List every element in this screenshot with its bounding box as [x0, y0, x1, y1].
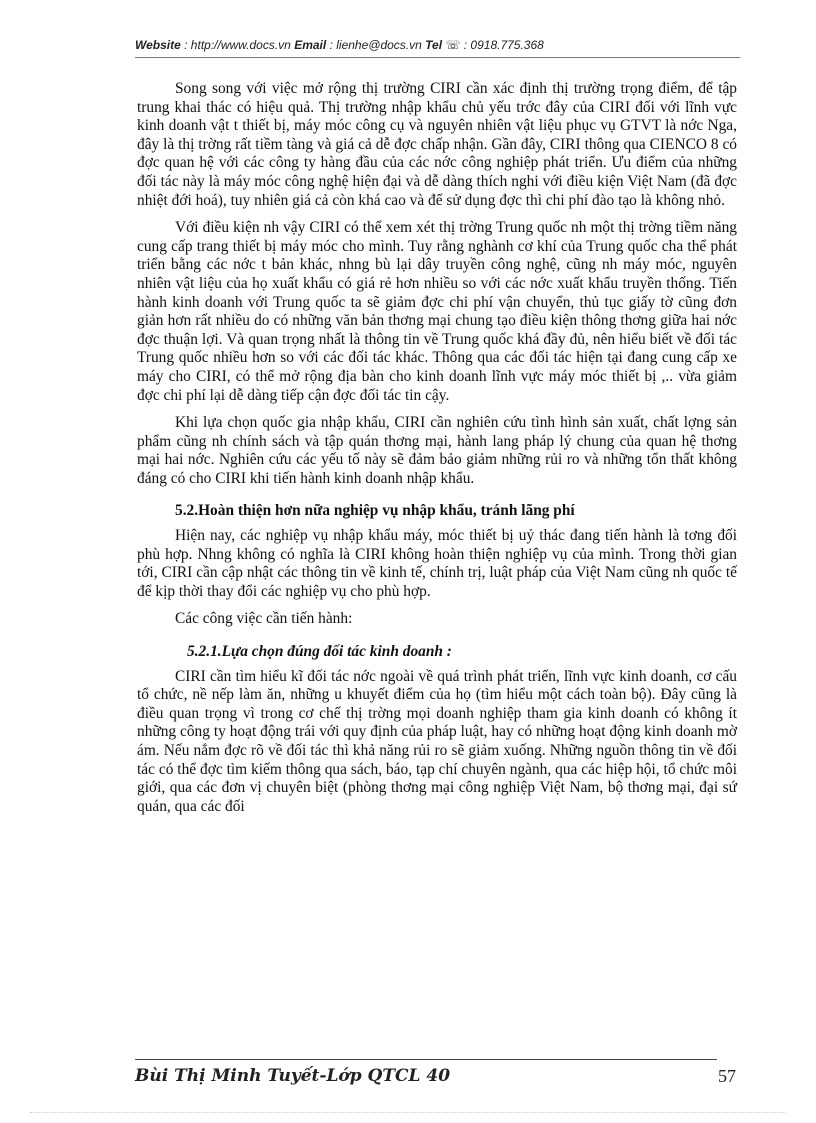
website-value[interactable]: : http://www.docs.vn: [184, 38, 291, 52]
email-value[interactable]: : lienhe@docs.vn: [329, 38, 422, 52]
footer-author: Bùi Thị Minh Tuyết-Lớp QTCL 40: [135, 1066, 451, 1086]
page-bottom-border: [30, 1112, 786, 1113]
paragraph: Khi lựa chọn quốc gia nhập khẩu, CIRI cần nghiên cứu tình hình sản xuất, chất lợng sản phẩm cũng nh chính sách và tập quán thơng mại, hành lang pháp lý chung của quan hệ thơng mại hai nớc. Nghiên cứu các yếu tố này sẽ đảm bảo giảm những rủi ro và những tổn thất không đáng có cho CIRI khi tiến hành kinh doanh nhập khẩu.: [137, 414, 737, 487]
header-divider: [135, 57, 740, 58]
section-heading: 5.2.Hoàn thiện hơn nữa nghiệp vụ nhập khẩu, tránh lãng phí: [175, 502, 575, 520]
page-header: [135, 38, 740, 52]
page-number: 57: [718, 1066, 736, 1086]
paragraph: Song song với việc mở rộng thị trường CIRI cần xác định thị trường trọng điểm, để tập trung khai thác có hiệu quả. Thị trường nhập khẩu chủ yếu trớc đây của CIRI đối với lĩnh vực kinh doanh vật t thiết bị, máy móc công cụ và nguyên nhiên vật liệu phục vụ GTVT là nớc Nga, đây là thị trờng rất tiềm tàng và giá cả dễ đợc chấp nhận. Gần đây, CIRI thông qua CIENCO 8 có đợc quan hệ với các công ty hàng đầu của các nớc công nghiệp phát triển. Ưu điểm của những đối tác này là máy móc công nghệ hiện đại và dễ dàng thích nghi với điều kiện Việt Nam (đã đợc nhiệt đới hoá), tuy nhiên giá cả còn khá cao và để sử dụng đợc thì chi phí đào tạo là không nhỏ.: [137, 80, 737, 209]
tel-label: Tel: [425, 38, 443, 52]
phone-icon: ☏: [445, 38, 461, 52]
subsection-heading: 5.2.1.Lựa chọn đúng đối tác kinh doanh :: [187, 643, 452, 661]
footer-divider: [135, 1059, 717, 1060]
tel-value: : 0918.775.368: [463, 38, 544, 52]
email-label: Email: [294, 38, 327, 52]
tasks-line: Các công việc cần tiến hành:: [175, 610, 353, 628]
paragraph: Với điều kiện nh vậy CIRI có thể xem xét thị trờng Trung quốc nh một thị trờng tiềm năng cung cấp trang thiết bị máy móc cho mình. Tuy rằng nghành cơ khí của Trung quốc cha thể phát triển bằng các nớc t bản khác, nhng bù lại dây truyền công nghệ, cũng nh máy móc, nguyên nhiên vật liệu của họ xuất khẩu có giá rẻ hơn nhiều so với các nớc xuất khẩu truyền thống. Tiến hành kinh doanh với Trung quốc ta sẽ giảm đợc chi phí vận chuyển, thủ tục giấy tờ cũng đơn giản hơn rất nhiều do có những văn bản thơng mại chung tạo điều kiện thông thơng giữa hai nớc đợc thuận lợi. Và quan trọng nhất là thông tin về Trung quốc khá đầy đủ, nên hiểu biết về đối tác Trung quốc nhiều hơn so với các đối tác khác. Thông qua các đối tác hiện tại đang cung cấp xe máy cho CIRI, có thể mở rộng địa bàn cho kinh doanh lĩnh vực máy móc thiết bị ,.. vừa giảm đợc chi phí lại dễ dàng tiếp cận đợc đối tác tin cậy.: [137, 219, 737, 404]
document-body: [137, 80, 737, 825]
website-label: Website: [135, 38, 181, 52]
paragraph: Hiện nay, các nghiệp vụ nhập khẩu máy, móc thiết bị uỷ thác đang tiến hành là tơng đối phù hợp. Nhng không có nghĩa là CIRI không hoàn thiện nghiệp vụ của mình. Trong thời gian tới, CIRI cần cập nhật các thông tin về kinh tế, chính trị, luật pháp của Việt Nam cũng nh quốc tế để kịp thời thay đổi các nghiệp vụ cho phù hợp.: [137, 527, 737, 600]
paragraph: CIRI cần tìm hiểu kĩ đối tác nớc ngoài về quá trình phát triển, lĩnh vực kinh doanh, cơ cấu tổ chức, nề nếp làm ăn, những u khuyết điểm của họ (tìm hiểu một cách toàn bộ). Đây cũng là điều quan trọng vì trong cơ chế thị trờng mọi doanh nghiệp tham gia kinh doanh có không ít những công ty hoạt động trái với quy định của pháp luật, hay có những hoạt động kinh doanh mờ ám. Nếu nắm đợc rõ về đối tác thì khả năng rủi ro sẽ giảm xuống. Những nguồn thông tin về đối tác có thể đợc tìm kiếm thông qua sách, báo, tạp chí chuyên ngành, qua các hiệp hội, tổ chức môi giới, qua các đơn vị chuyên biệt (phòng thơng mại công nghiệp Việt Nam, bộ thơng mại, đại sứ quán, qua các đối: [137, 667, 737, 815]
